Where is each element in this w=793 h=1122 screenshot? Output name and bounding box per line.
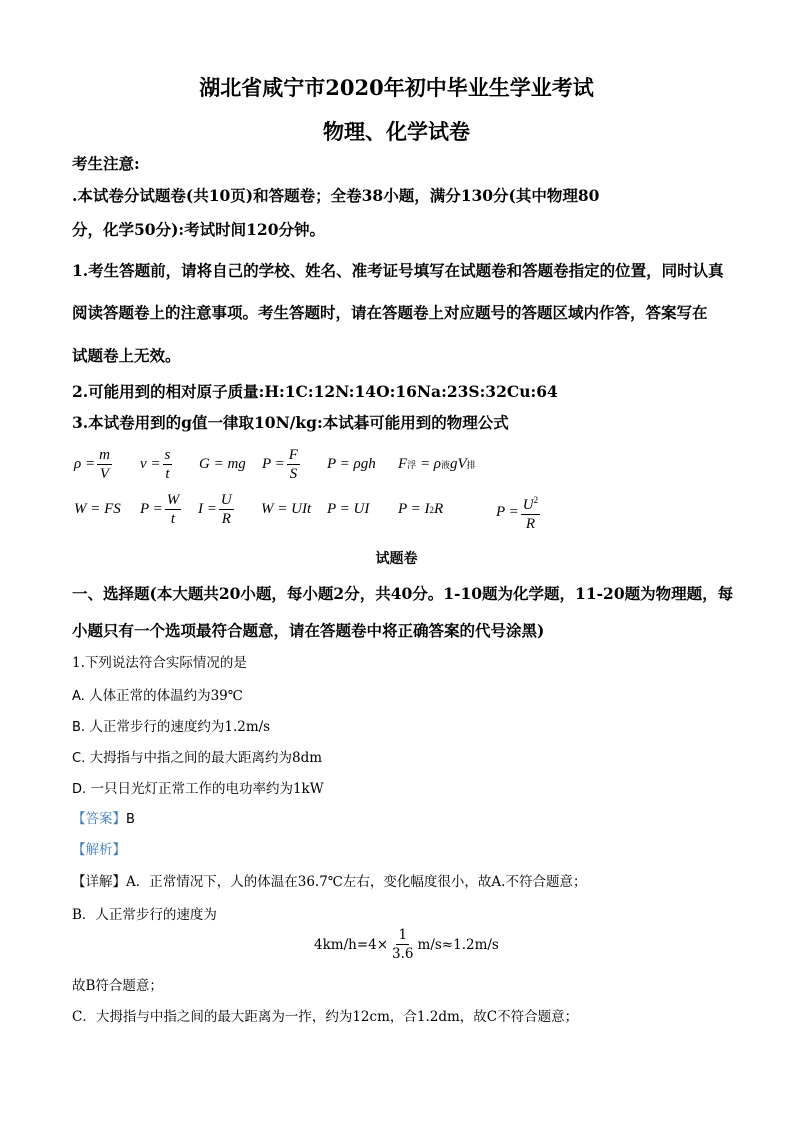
answer-line <box>72 807 135 827</box>
option-a: A. 人体正常的体温约为39℃ <box>72 688 243 704</box>
part1-instructions-line2: 小题只有一个选项最符合题意，请在答题卷中将正确答案的代号涂黑) <box>72 621 545 640</box>
notice-item-1-line2: 阅读答题卷上的注意事项。考生答题时，请在答题卷上对应题号的答题区域内作答，答案写在 <box>72 303 708 322</box>
notice-heading: 考生注意: <box>72 154 140 173</box>
part1-instructions-line1: 一、选择题(本大题共20小题，每小题2分，共40分。1-10题为化学题，11-20题为物理题，每 <box>72 584 734 603</box>
formula-liquid-pressure: P = ρgh <box>327 456 376 472</box>
notice-item-0-line1: .本试卷分试题卷(共10页)和答题卷；全卷38小题，满分130分(其中物理80 <box>72 186 600 205</box>
option-c: C. 大拇指与中指之间的最大距离约为8dm <box>72 750 323 766</box>
formula-buoyancy: F 浮 = ρ 液 gV 排 <box>398 456 476 472</box>
answer-label: 【答案】 <box>72 811 126 827</box>
notice-item-2: 2.可能用到的相对原子质量:H:1C:12N:14O:16Na:23S:32Cu:64 <box>72 382 558 401</box>
detail-b-conclusion: 故B符合题意； <box>72 978 163 994</box>
detail-a: 【详解】A．正常情况下，人的体温在36.7℃左右，变化幅度很小，故A.不符合题意； <box>72 874 587 890</box>
document-title: 湖北省咸宁市2020年初中毕业生学业考试 <box>199 75 594 100</box>
option-b: B. 人正常步行的速度约为1.2m/s <box>72 719 271 735</box>
option-d: D. 一只日光灯正常工作的电功率约为1kW <box>72 781 324 797</box>
detail-b-calculation: 4km/h=4× $\frac{1}{3.6}$ m/s≈1.2m/s <box>314 927 499 962</box>
notice-item-0-line2: 分，化学50分):考试时间120分钟。 <box>72 220 325 239</box>
formula-power-i2r: P = I 2 R <box>398 501 444 517</box>
question-1-stem: 1.下列说法符合实际情况的是 <box>72 655 247 671</box>
formula-power-u2r: P = $\frac{U^2}{R}$ <box>496 491 542 533</box>
notice-item-1-line1: 1.考生答题前，请将自己的学校、姓名、准考证号填写在试题卷和答题卷指定的位置，同时认真 <box>72 261 724 280</box>
formula-density: ρ = $\frac{m}{V}$ <box>74 447 110 482</box>
notice-item-3: 3.本试卷用到的g值一律取10N/kg:本试碁可能用到的物理公式 <box>72 413 509 432</box>
formula-pressure: P = $\frac{F}{S}$ <box>262 447 298 482</box>
section-heading: 试题卷 <box>375 551 418 567</box>
detail-c: C．大拇指与中指之间的最大距离为一拃，约为12cm，合1.2dm，故C不符合题意； <box>72 1009 579 1025</box>
formula-electric-work: W = UIt <box>261 501 312 517</box>
formula-work: W = FS <box>74 501 121 517</box>
formula-gravity: G = mg <box>199 456 246 472</box>
answer-value: B <box>126 812 135 827</box>
analysis-label: 【解析】 <box>72 842 126 858</box>
formula-electric-power: P = UI <box>327 501 370 517</box>
formula-velocity: v = $\frac{s}{t}$ <box>140 447 171 482</box>
detail-b: B．人正常步行的速度为 <box>72 907 217 923</box>
notice-item-1-line3: 试题卷上无效。 <box>72 346 181 365</box>
formula-power: P = $\frac{W}{t}$ <box>140 492 180 527</box>
document-subtitle: 物理、化学试卷 <box>323 119 470 144</box>
formula-current: I = $\frac{U}{R}$ <box>198 492 232 527</box>
